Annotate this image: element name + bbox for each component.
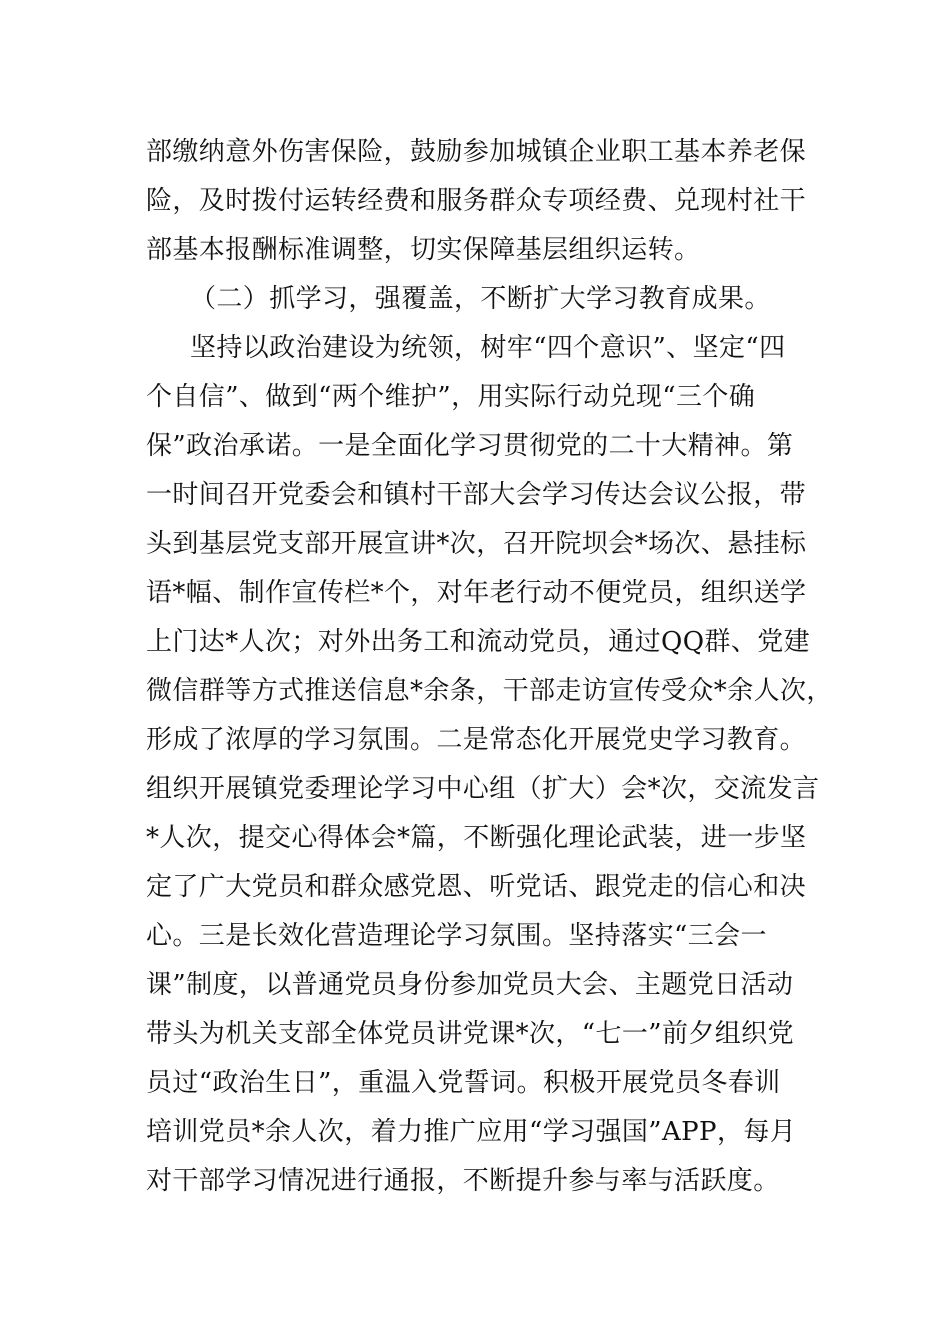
text-line: 险，及时拨付运转经费和服务群众专项经费、兑现村社干 [146, 186, 807, 216]
text-line: 员过“政治生日”，重温入党誓词。积极开展党员冬春训 [146, 1068, 781, 1098]
text-line: 坚持以政治建设为统领，树牢“四个意识”、坚定“四 [190, 333, 786, 363]
text-line: 对干部学习情况进行通报，不断提升参与率与活跃度。 [146, 1166, 780, 1196]
text-line: 头到基层党支部开展宣讲*次，召开院坝会*场次、悬挂标 [146, 529, 807, 559]
text-line: 部基本报酬标准调整，切实保障基层组织运转。 [146, 235, 701, 265]
text-line: 部缴纳意外伤害保险，鼓励参加城镇企业职工基本养老保 [146, 137, 807, 167]
text-line: 课”制度，以普通党员身份参加党员大会、主题党日活动 [146, 970, 794, 1000]
text-line: 带头为机关支部全体党员讲党课*次，“七一”前夕组织党 [146, 1019, 794, 1049]
text-line: 个自信”、做到“两个维护”，用实际行动兑现“三个确 [146, 382, 756, 412]
text-line: 培训党员*余人次，着力推广应用“学习强国”APP，每月 [146, 1117, 797, 1147]
section-heading: （二）抓学习，强覆盖，不断扩大学习教育成果。 [190, 284, 771, 314]
text-line: 定了广大党员和群众感党恩、听党话、跟党走的信心和决 [146, 872, 807, 902]
text-line: 组织开展镇党委理论学习中心组（扩大）会*次，交流发言 [146, 774, 820, 804]
text-line: *人次，提交心得体会*篇，不断强化理论武装，进一步坚 [146, 823, 807, 853]
text-line: 微信群等方式推送信息*余条，干部走访宣传受众*余人次， [146, 676, 833, 706]
text-line: 语*幅、制作宣传栏*个，对年老行动不便党员，组织送学 [146, 578, 807, 608]
text-line: 上门达*人次；对外出务工和流动党员，通过QQ群、党建 [146, 627, 811, 657]
text-line: 保”政治承诺。一是全面化学习贯彻党的二十大精神。第 [146, 431, 794, 461]
text-line: 形成了浓厚的学习氛围。二是常态化开展党史学习教育。 [146, 725, 807, 755]
text-line: 一时间召开党委会和镇村干部大会学习传达会议公报，带 [146, 480, 807, 510]
text-line: 心。三是长效化营造理论学习氛围。坚持落实“三会一 [146, 921, 767, 951]
